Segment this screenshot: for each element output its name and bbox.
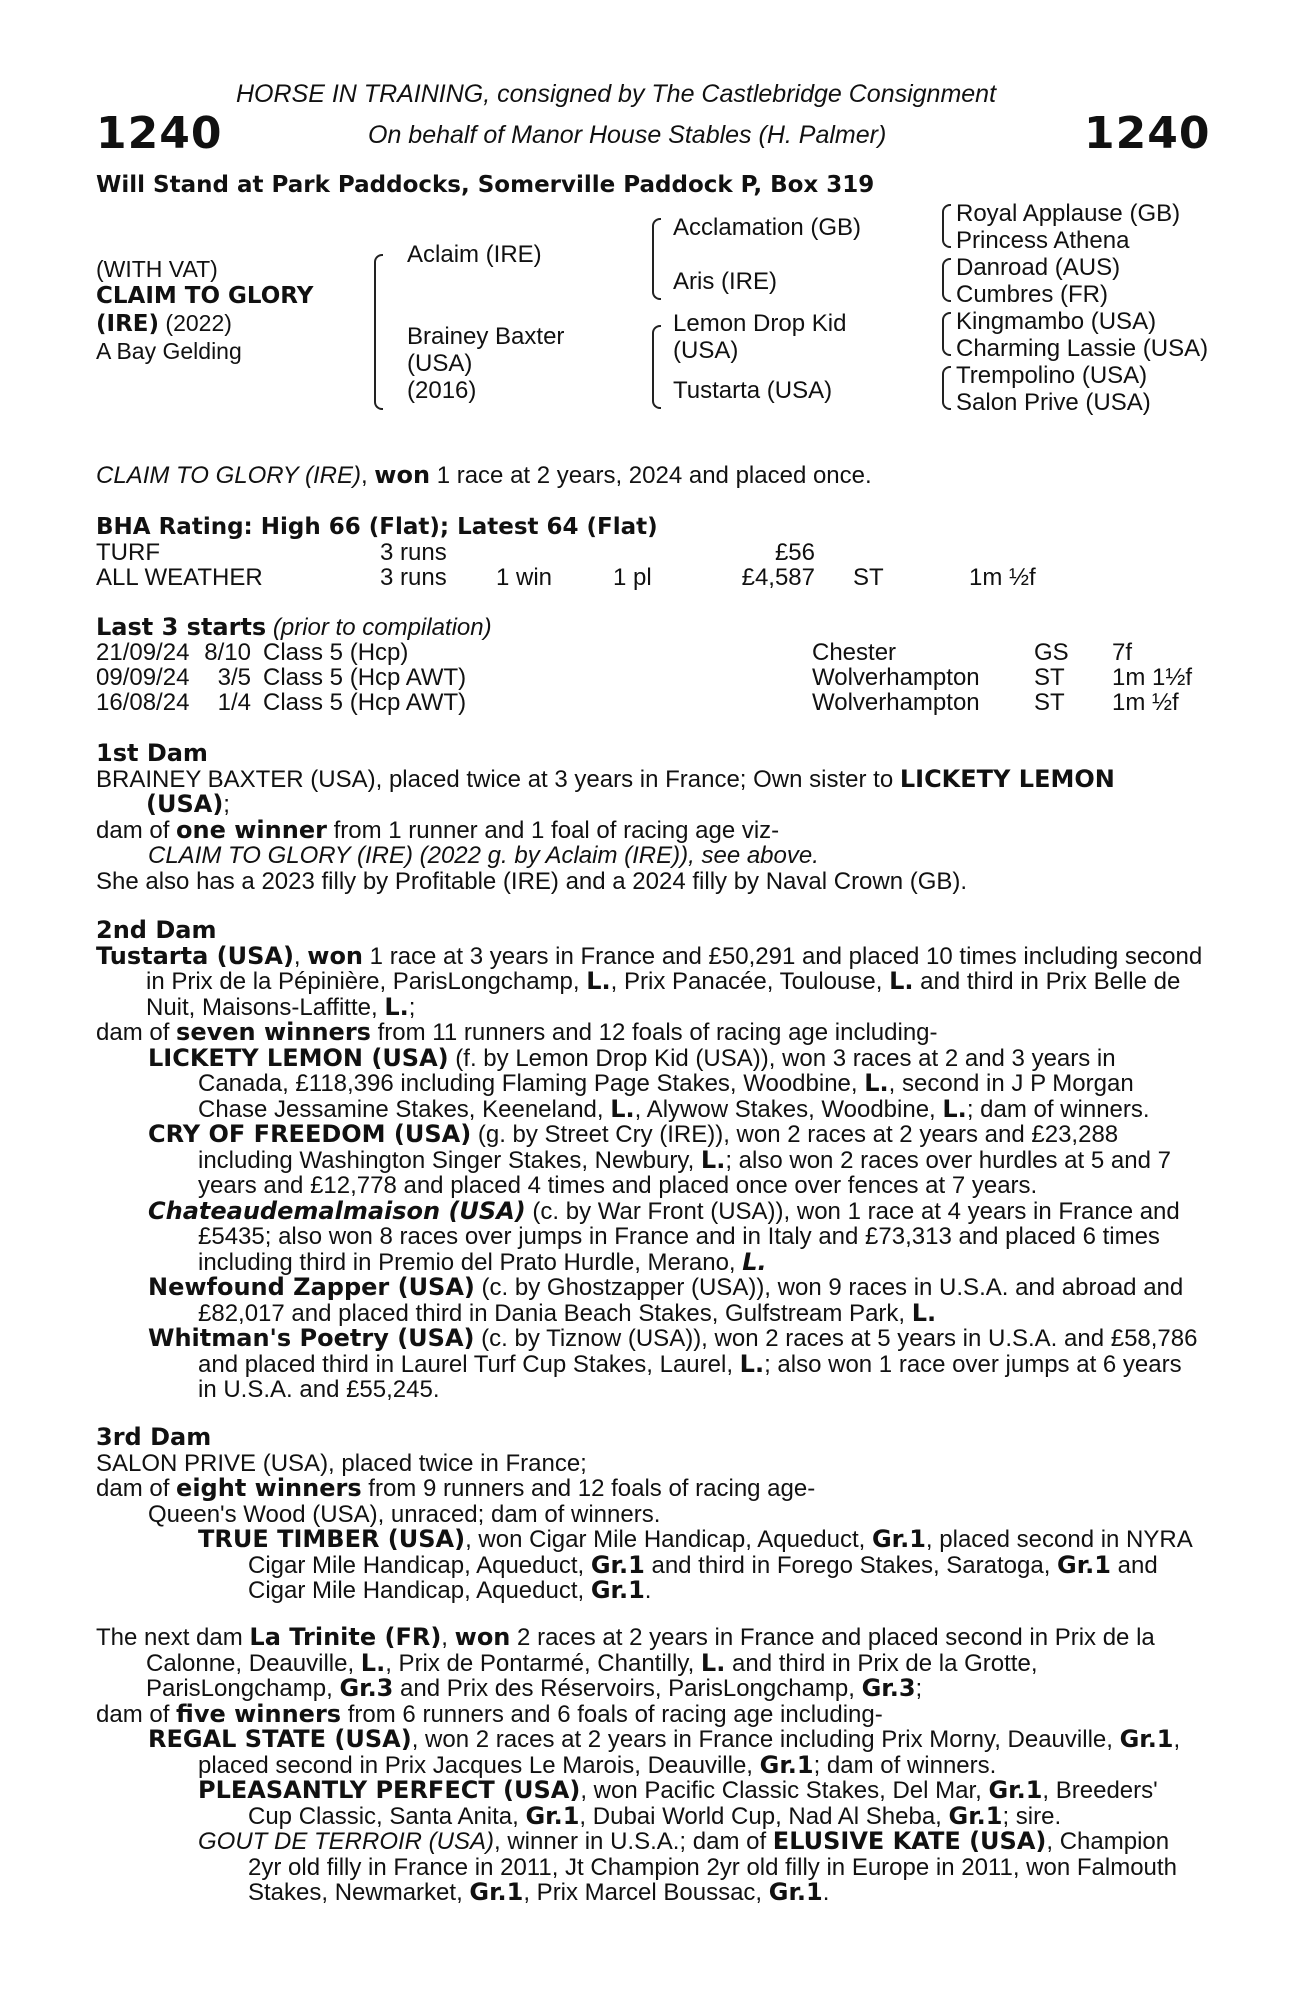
group-badge: Gr.1 — [1057, 1550, 1111, 1579]
text: BRAINEY BAXTER (USA), placed twice at 3 years in France; Own sister to — [96, 765, 900, 793]
placed: 1 pl — [613, 564, 652, 591]
prize: £4,587 — [741, 564, 815, 591]
start-date: 16/08/24 — [96, 689, 190, 716]
third-dam-produce — [96, 1476, 1204, 1502]
group-badge: Gr.1 — [768, 1878, 823, 1906]
winner-count: seven winners — [176, 1018, 371, 1046]
dam-sire-line-2: (USA) — [673, 337, 739, 364]
next-dam-section — [96, 1625, 1204, 1906]
start-going: ST — [1034, 664, 1065, 691]
first-dam-foals: She also has a 2023 filly by Profitable (IRE) and a 2024 filly by Naval Crown (GB). — [96, 867, 968, 895]
dam-name: La Trinite (FR) — [249, 1623, 442, 1651]
distance — [969, 540, 1036, 565]
group-badge: Gr.1 — [469, 1878, 524, 1906]
gen3-5: Kingmambo (USA) — [956, 308, 1157, 335]
text: ; also won 2 races over hurdles at 5 and 7 years and £12,778 and placed 4 times and placed once over fences at 7 years. — [198, 1146, 1171, 1199]
text: , second in J P Morgan Chase Jessamine Stakes, Keeneland, — [198, 1070, 1134, 1123]
text: (2022 g. by Aclaim (IRE)), see above. — [412, 842, 819, 869]
third-dam-section — [96, 1425, 1204, 1604]
text: and Cigar Mile Handicap, Aqueduct, — [248, 1551, 1158, 1604]
start-date: 21/09/24 — [96, 639, 190, 666]
listed-badge: L. — [739, 1349, 765, 1378]
group-badge: Gr.1 — [948, 1801, 1003, 1830]
gen3-2: Princess Athena — [956, 227, 1130, 254]
pedigree-brace-3c — [942, 312, 951, 356]
offspring-name: Newfound Zapper (USA) — [148, 1273, 475, 1301]
text: , placed second in Prix Jacques Le Marois, Deauville, — [198, 1726, 1181, 1779]
gen3-8: Salon Prive (USA) — [956, 389, 1151, 416]
text: ; dam of winners. — [966, 1095, 1150, 1123]
offspring-name: GOUT DE TERROIR (USA) — [198, 1828, 495, 1855]
dam-line-2: (USA) — [407, 350, 473, 377]
pedigree-brace-3b — [942, 258, 951, 302]
text: (c. by Ghostzapper (USA)), won 9 races in U.S.A. and abroad and £82,017 and placed third in Dania Beach Stakes, Gulfstream Park, — [198, 1274, 1184, 1327]
text: , won Cigar Mile Handicap, Aqueduct, — [465, 1526, 872, 1553]
text: and Prix des Réservoirs, ParisLongchamp, — [393, 1675, 862, 1702]
text: , Prix de Pontarmé, Chantilly, — [385, 1649, 701, 1677]
listed-badge: L. — [586, 967, 611, 995]
offspring-name: CLAIM TO GLORY (IRE) — [148, 842, 413, 869]
third-dam-daughter: Queen's Wood (USA), unraced; dam of winners. — [148, 1500, 661, 1528]
pedigree-brace-3a — [942, 204, 951, 248]
group-badge: Gr.3 — [861, 1674, 916, 1702]
text: The next dam — [96, 1624, 250, 1651]
gen3-7: Trempolino (USA) — [956, 362, 1148, 389]
wins: 1 win — [496, 564, 553, 591]
offspring-name: TRUE TIMBER (USA) — [198, 1525, 466, 1553]
start-position: 1/4 — [217, 689, 251, 716]
text: dam of — [96, 816, 177, 844]
listed-badge: L. — [911, 1298, 937, 1327]
start-class: Class 5 (Hcp AWT) — [263, 689, 467, 716]
surface: ALL WEATHER — [96, 564, 263, 591]
record-table — [96, 540, 1036, 590]
text: (c. by Tiznow (USA)), won 2 races at 5 years in U.S.A. and £58,786 and placed third in Laurel Turf Cup Stakes, Laurel, — [198, 1325, 1198, 1378]
text: ; sire. — [1002, 1802, 1062, 1830]
text: and third in Prix de la Grotte, ParisLongchamp, — [146, 1649, 1038, 1702]
table-row — [96, 640, 1192, 665]
text: 2 races at 2 years in France and placed second in Prix de la Calonne, Deauville, — [146, 1624, 1155, 1677]
dam-name — [407, 323, 564, 404]
horse-name: CLAIM TO GLORY — [96, 283, 314, 309]
start-course: Wolverhampton — [812, 664, 980, 691]
pedigree-brace-1 — [374, 254, 383, 410]
second-dam-section — [96, 918, 1204, 1403]
pedigree-brace-2a — [652, 218, 661, 300]
surface: TURF — [96, 539, 160, 566]
text: (g. by Street Cry (IRE)), won 2 races at 2 years and £23,288 including Washington Singer Stakes, Newbury, — [198, 1121, 1119, 1174]
pedigree-brace-3d — [942, 366, 951, 410]
gen3-1: Royal Applause (GB) — [956, 200, 1181, 227]
listed-badge: L. — [889, 967, 914, 995]
stable-location: Will Stand at Park Paddocks, Somerville Paddock P, Box 319 — [96, 172, 875, 198]
text: and third in Forego Stakes, Saratoga, — [644, 1551, 1058, 1579]
horse-country-year — [96, 310, 313, 338]
last-starts-table — [96, 640, 1192, 715]
runs: 3 runs — [380, 539, 447, 566]
text: , Breeders' Cup Classic, Santa Anita, — [248, 1777, 1158, 1830]
going: ST — [853, 564, 884, 591]
dam-line-3: (2016) — [407, 377, 477, 404]
start-position: 3/5 — [217, 664, 251, 691]
text: dam of — [96, 1475, 177, 1502]
text: , placed second in NYRA Cigar Mile Handicap, Aqueduct, — [248, 1526, 1192, 1579]
text: . — [822, 1879, 830, 1906]
group-badge: Gr.1 — [525, 1801, 580, 1830]
text: , Dubai World Cup, Nad Al Sheba, — [579, 1802, 949, 1830]
won: won — [307, 941, 364, 970]
second-dam-produce — [96, 1020, 1204, 1046]
table-row — [96, 665, 1192, 690]
bha-rating: BHA Rating: High 66 (Flat); Latest 64 (Flat) — [96, 514, 658, 540]
runs: 3 runs — [380, 564, 447, 591]
table-row — [96, 565, 1036, 590]
last-starts-heading — [96, 615, 492, 641]
race-summary: CLAIM TO GLORY (IRE), won 1 race at 2 years, 2024 and placed once. — [96, 461, 872, 489]
start-position: 8/10 — [204, 639, 251, 666]
next-dam-granddaughter — [198, 1829, 1204, 1906]
listed-badge: L. — [384, 992, 409, 1021]
table-row — [96, 540, 1036, 565]
start-course: Wolverhampton — [812, 689, 980, 716]
text: , Alywow Stakes, Woodbine, — [634, 1095, 943, 1123]
first-dam-section — [96, 741, 1204, 894]
gen3-6: Charming Lassie (USA) — [956, 335, 1209, 362]
listed-badge: L. — [360, 1648, 386, 1677]
third-dam-record: SALON PRIVE (USA), placed twice in France; — [96, 1449, 587, 1477]
text: . — [644, 1577, 652, 1604]
text: , Prix Marcel Boussac, — [523, 1879, 769, 1906]
group-badge: Gr.1 — [988, 1776, 1043, 1804]
gen3-3: Danroad (AUS) — [956, 254, 1121, 281]
text: from 11 runners and 12 foals of racing age including- — [370, 1019, 938, 1046]
next-dam-offspring-1 — [148, 1727, 1204, 1778]
first-dam-title: 1st Dam — [96, 739, 208, 767]
start-class: Class 5 (Hcp AWT) — [263, 664, 467, 691]
text: dam of — [96, 1019, 177, 1046]
offspring-name: LICKETY LEMON (USA) — [148, 1043, 449, 1072]
dam-sire-line-1: Lemon Drop Kid — [673, 310, 847, 337]
start-going: ST — [1034, 689, 1065, 716]
sire: Aclaim (IRE) — [407, 241, 542, 268]
text: dam of — [96, 1700, 177, 1728]
champion-name: ELUSIVE KATE (USA) — [772, 1827, 1047, 1855]
group-badge: Gr.1 — [590, 1576, 645, 1604]
sire-dam: Aris (IRE) — [673, 268, 777, 295]
group-badge: Gr.3 — [339, 1674, 394, 1702]
prize: £56 — [774, 539, 815, 566]
won: won — [454, 1623, 511, 1651]
text: , Prix Panacée, Toulouse, — [610, 968, 890, 995]
vat-note: (WITH VAT) — [96, 256, 218, 282]
next-dam-grandson — [198, 1778, 1204, 1829]
last-starts-note: (prior to compilation) — [272, 614, 492, 641]
offspring-name: Chateaudemalmaison (USA) — [148, 1196, 526, 1225]
listed-badge: L. — [610, 1094, 635, 1123]
offspring-name: CRY OF FREEDOM (USA) — [148, 1120, 472, 1148]
start-class: Class 5 (Hcp) — [263, 639, 409, 666]
going — [853, 540, 969, 565]
text: (f. by Lemon Drop Kid (USA)), won 3 races at 2 and 3 years in Canada, £118,396 including Flaming Page Stakes, Woodbine, — [198, 1044, 1116, 1097]
second-dam-title: 2nd Dam — [96, 916, 217, 944]
start-date: 09/09/24 — [96, 664, 190, 691]
text: ; — [223, 791, 230, 818]
wins — [496, 540, 613, 565]
summary-horse-name: CLAIM TO GLORY (IRE) — [96, 462, 361, 489]
first-dam-produce — [96, 815, 1204, 844]
listed-badge: L. — [742, 1247, 767, 1276]
lot-number-left: 1240 — [96, 108, 223, 159]
text: 1 race at 3 years in France and £50,291 and placed 10 times including second in Prix de la Pépinière, ParisLongchamp, — [146, 942, 1203, 995]
first-dam-line — [96, 764, 1204, 818]
text: , Champion 2yr old filly in France in 2011, Jt Champion 2yr old filly in Europe in 2011, won Falmouth Stakes, Newmarket, — [248, 1828, 1177, 1906]
text: (c. by War Front (USA)), won 1 race at 4 years in France and £5435; also won 8 races over jumps in France and in Italy and £73,313 and placed 6 times including third in Premio del Prato Hurdle, Merano, — [198, 1197, 1180, 1276]
start-distance: 1m 1½f — [1112, 664, 1193, 691]
group-badge: Gr.1 — [1119, 1725, 1174, 1753]
listed-badge: L. — [942, 1094, 967, 1123]
offspring-5 — [148, 1326, 1204, 1403]
text: , won 2 races at 2 years in France including Prix Morny, Deauville, — [411, 1726, 1120, 1753]
group-badge: Gr.1 — [871, 1525, 926, 1553]
dam-sire — [673, 310, 846, 364]
offspring-2 — [148, 1122, 1204, 1199]
dam-line-1: Brainey Baxter — [407, 323, 565, 350]
sister-name: LICKETY LEMON (USA) — [146, 764, 1115, 818]
second-dam-record: Tustarta (USA), won 1 race at 3 years in France and £50,291 and placed 10 times including second in Prix de la Pépinière, ParisLongchamp, L., Prix Panacée, Toulouse, L. and third in Prix Belle de Nuit, Maisons-Laffitte, L.; — [96, 941, 1203, 1021]
horse-country: (IRE) — [96, 311, 160, 337]
last-starts-title: Last 3 starts — [96, 613, 267, 641]
summary-won: won — [374, 461, 431, 489]
group-badge: Gr.1 — [590, 1550, 645, 1579]
text: ; — [915, 1675, 923, 1702]
first-dam-offspring — [148, 843, 1204, 869]
group-badge: Gr.1 — [759, 1750, 814, 1779]
winner-count: one winner — [176, 815, 327, 844]
text: from 6 runners and 6 foals of racing age including- — [341, 1700, 883, 1728]
next-dam-produce — [96, 1699, 1204, 1728]
offspring-1 — [148, 1043, 1204, 1123]
listed-badge: L. — [864, 1069, 889, 1097]
foaling-year: (2022) — [165, 310, 232, 336]
start-distance: 7f — [1112, 639, 1133, 666]
table-row — [96, 690, 1192, 715]
offspring-name: Whitman's Poetry (USA) — [148, 1324, 475, 1352]
offspring-name: PLEASANTLY PERFECT (USA) — [198, 1776, 581, 1804]
lot-number-right: 1240 — [1084, 108, 1211, 159]
text: ; also won 1 race over jumps at 6 years in U.S.A. and £55,245. — [198, 1350, 1182, 1403]
horse-description: A Bay Gelding — [96, 338, 242, 364]
text: , won Pacific Classic Stakes, Del Mar, — [580, 1777, 989, 1804]
winner-count: five winners — [176, 1699, 342, 1728]
third-dam-title: 3rd Dam — [96, 1423, 212, 1451]
start-going: GS — [1034, 639, 1069, 666]
winner-count: eight winners — [176, 1474, 362, 1502]
horse-identity — [96, 256, 313, 365]
text: , winner in U.S.A.; dam of — [494, 1828, 773, 1855]
consignor-line: HORSE IN TRAINING, consigned by The Castlebridge Consignment — [236, 80, 997, 108]
offspring-name: REGAL STATE (USA) — [148, 1725, 412, 1753]
dam-name: Tustarta (USA) — [96, 941, 294, 970]
listed-badge: L. — [700, 1145, 726, 1174]
text: and third in Prix Belle de Nuit, Maisons-Laffitte, — [146, 968, 1181, 1021]
start-distance: 1m ½f — [1112, 689, 1179, 716]
text: ; dam of winners. — [813, 1751, 997, 1779]
vendor-line: On behalf of Manor House Stables (H. Palmer) — [368, 121, 887, 149]
third-dam-grandson — [198, 1527, 1204, 1604]
text: ; — [408, 993, 416, 1021]
placed — [613, 540, 735, 565]
distance: 1m ½f — [969, 564, 1036, 591]
text: from 1 runner and 1 foal of racing age viz- — [326, 816, 780, 844]
start-course: Chester — [812, 639, 897, 666]
sire-sire: Acclamation (GB) — [673, 214, 862, 241]
offspring-4 — [148, 1275, 1204, 1326]
next-dam-record: The next dam La Trinite (FR), won 2 races at 2 years in France and placed second in Prix de la Calonne, Deauville, L., Prix de Pontarmé, Chantilly, L. and third in Prix de la Grotte, ParisLongchamp, Gr.3 and Prix des Réservoirs, ParisLongchamp, Gr.3; — [96, 1623, 1155, 1702]
listed-badge: L. — [700, 1648, 726, 1677]
gen3-4: Cumbres (FR) — [956, 281, 1109, 308]
offspring-3 — [148, 1196, 1204, 1276]
dam-dam: Tustarta (USA) — [673, 377, 833, 404]
text: from 9 runners and 12 foals of racing age- — [361, 1475, 816, 1502]
pedigree-brace-2b — [652, 325, 661, 409]
summary-rest: 1 race at 2 years, 2024 and placed once. — [430, 462, 872, 489]
